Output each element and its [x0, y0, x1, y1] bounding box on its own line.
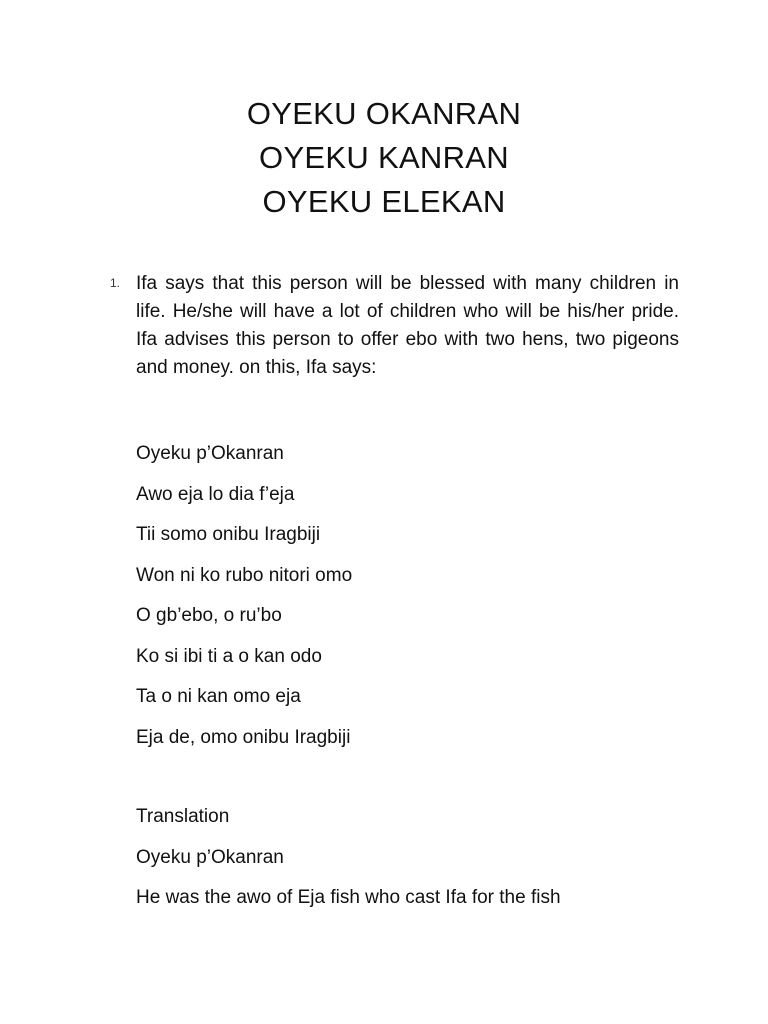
- translation-block: [136, 797, 696, 919]
- verse-line: Eja de, omo onibu Iragbiji: [136, 726, 351, 748]
- verse-line: Ko si ibi ti a o kan odo: [136, 645, 322, 667]
- verse-line: O gb’ebo, o ru’bo: [136, 605, 282, 626]
- page-title: OYEKU OKANRAN: [246, 96, 522, 131]
- title-block: [0, 92, 768, 224]
- verse-line: Won ni ko rubo nitori omo: [136, 564, 353, 586]
- translation-line: He was the awo of Eja fish who cast Ifa for the fish: [136, 887, 561, 908]
- paragraph-text: Ifa says that this person will be blessed with many children in life. He/she will have a lot of children who will be his/her pride. Ifa advises this person to offer ebo with two hens, two pigeons and money. on this, Ifa says:: [136, 273, 679, 378]
- verse-line: Tii somo onibu Iragbiji: [136, 524, 321, 545]
- translation-line: Oyeku p’Okanran: [136, 846, 284, 868]
- verse-block: [136, 434, 696, 758]
- verse-line: Awo eja lo dia f’eja: [136, 483, 295, 505]
- verse-line: Oyeku p’Okanran: [136, 443, 284, 464]
- translation-heading: Translation: [136, 806, 230, 827]
- list-number: 1.: [110, 276, 121, 290]
- page-subtitle-1: OYEKU KANRAN: [259, 140, 509, 175]
- verse-line: Ta o ni kan omo eja: [136, 686, 301, 707]
- page-subtitle-2: OYEKU ELEKAN: [262, 184, 506, 219]
